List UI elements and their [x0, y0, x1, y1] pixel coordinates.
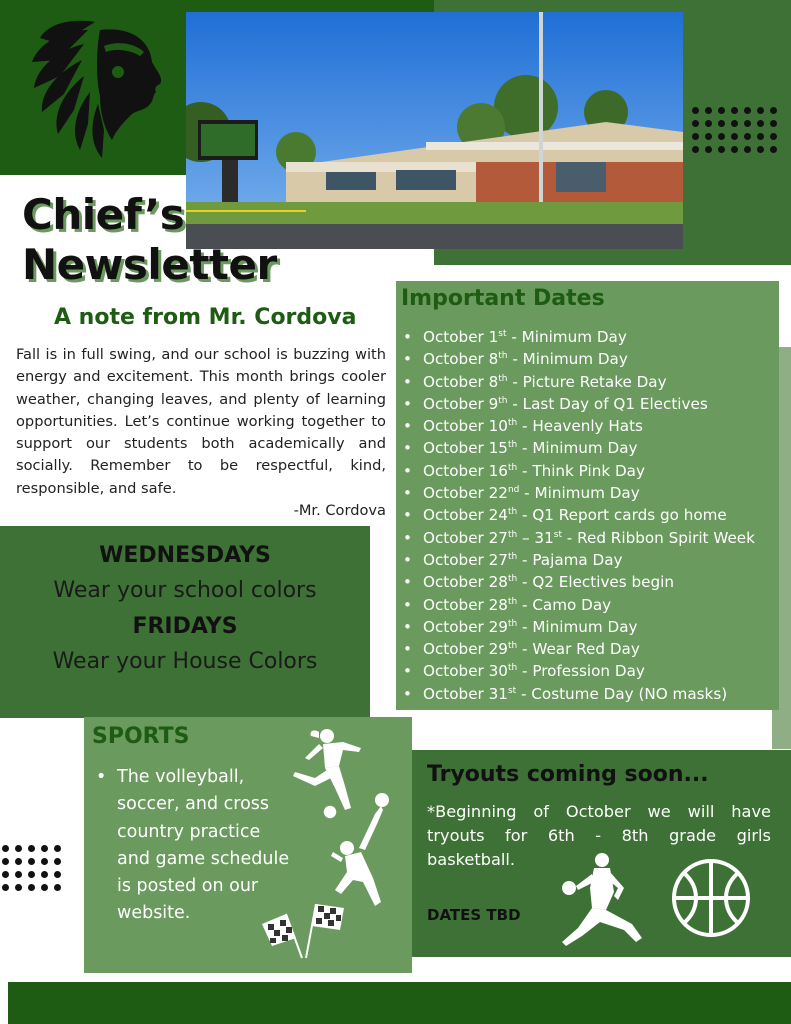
date-day: 30 [488, 662, 508, 681]
date-suffix: th [507, 529, 518, 540]
date-month: October [423, 595, 484, 614]
date-item: • October 8th - Minimum Day [403, 348, 775, 370]
sports-title: SPORTS [92, 724, 190, 749]
date-day: 15 [488, 439, 508, 458]
date-day: 16 [488, 461, 508, 480]
note-heading: A note from Mr. Cordova [54, 305, 357, 330]
date-month: October [423, 550, 484, 569]
date-item: • October 29th - Wear Red Day [403, 638, 775, 660]
decorative-dots [692, 107, 783, 159]
important-dates-title: Important Dates [401, 286, 605, 311]
note-body: Fall is in full swing, and our school is buzzing with energy and excitement. This month brings cooler weather, changing leaves, and plenty of learning opportunities. Let’s continue working together to support our students both academically and socially. Remember to be respectful, kind, responsible, and safe. [16, 346, 386, 497]
date-event: Minimum Day [522, 350, 628, 369]
date-event: Red Ribbon Spirit Week [577, 528, 755, 547]
date-day: 28 [488, 595, 508, 614]
basketball-player-silhouette [556, 852, 648, 948]
checkered-flags-icon [256, 900, 346, 960]
wednesdays-heading: WEDNESDAYS [99, 543, 271, 568]
date-item: • October 24th - Q1 Report cards go home [403, 504, 775, 526]
date-item: • October 16th - Think Pink Day [403, 460, 775, 482]
bottom-bar [8, 982, 791, 1024]
date-day: 28 [488, 573, 508, 592]
date-event: Q2 Electives begin [532, 573, 674, 592]
date-month: October [423, 662, 484, 681]
date-suffix: st [498, 328, 507, 339]
date-day: 8 [488, 372, 499, 391]
decorative-dots [2, 845, 67, 897]
fridays-heading: FRIDAYS [132, 614, 238, 639]
title-line-1: Chief’s [22, 190, 185, 239]
date-month: October [423, 461, 484, 480]
title-line-2: Newsletter [22, 240, 277, 289]
date-suffix: th [507, 440, 518, 451]
date-month: October [423, 439, 484, 458]
date-event: Minimum Day [521, 328, 627, 346]
fridays-text: Wear your House Colors [52, 649, 318, 674]
date-suffix: th [507, 641, 518, 652]
date-suffix: th [507, 663, 518, 674]
volleyball-player-silhouette [325, 790, 395, 910]
date-item: • October 31st - Costume Day (NO masks) [403, 683, 775, 705]
date-day: 29 [488, 617, 508, 636]
date-event: Pajama Day [532, 550, 623, 569]
date-suffix: th [498, 351, 508, 362]
newsletter-title [22, 190, 277, 290]
date-item: • October 27th - Pajama Day [403, 549, 775, 571]
date-day-end: 31 [534, 528, 554, 547]
date-item: • October 9th - Last Day of Q1 Electives [403, 393, 775, 415]
top-strip [186, 0, 434, 12]
date-month: October [423, 350, 484, 369]
date-suffix-end: st [553, 529, 562, 540]
date-suffix: th [507, 551, 518, 562]
date-suffix: nd [507, 485, 520, 496]
date-month: October [423, 394, 484, 413]
date-event: Costume Day (NO masks) [531, 684, 728, 703]
date-month: October [423, 617, 484, 636]
date-day: 9 [488, 394, 499, 413]
date-event: Minimum Day [534, 484, 640, 503]
date-event: Heavenly Hats [532, 417, 643, 436]
date-suffix: th [498, 373, 508, 384]
date-item: • October 28th - Camo Day [403, 594, 775, 616]
wednesdays-text: Wear your school colors [53, 578, 317, 603]
date-month: October [423, 372, 484, 391]
date-day: 8 [488, 350, 499, 369]
date-month: October [423, 328, 484, 346]
date-suffix: th [507, 462, 518, 473]
date-month: October [423, 506, 484, 525]
chief-head-logo [0, 0, 186, 175]
date-event: Last Day of Q1 Electives [522, 394, 708, 413]
tryouts-text: *Beginning of October we will have tryouts for 6th - 8th grade girls basketball. [427, 802, 771, 869]
logo-panel [0, 0, 186, 175]
date-month: October [423, 484, 484, 503]
date-event: Wear Red Day [532, 640, 640, 659]
date-day: 22 [488, 484, 508, 503]
date-suffix: th [507, 507, 518, 518]
date-suffix: th [507, 574, 518, 585]
date-month: October [423, 528, 484, 547]
date-day: 29 [488, 640, 508, 659]
date-day: 27 [488, 528, 508, 547]
sports-text: The volleyball, soccer, and cross country practice and game schedule is posted on our website. [117, 767, 290, 924]
date-item: • October 27th – 31st - Red Ribbon Spirit Week [403, 527, 775, 549]
date-event: Profession Day [532, 662, 645, 681]
date-month: October [423, 573, 484, 592]
date-event: Minimum Day [532, 439, 638, 458]
date-item: • October 30th - Profession Day [403, 660, 775, 682]
basketball-icon [670, 857, 752, 939]
date-suffix: th [507, 596, 518, 607]
date-month: October [423, 417, 484, 436]
tryouts-title: Tryouts coming soon... [427, 762, 709, 787]
important-dates-list [403, 326, 775, 705]
date-day: 10 [488, 417, 508, 436]
date-month: October [423, 684, 484, 703]
tryouts-dates: DATES TBD [427, 906, 521, 924]
date-suffix: th [507, 418, 518, 429]
bullet: • [96, 767, 107, 787]
date-day: 27 [488, 550, 508, 569]
date-event: Think Pink Day [532, 461, 645, 480]
date-item: • October 28th - Q2 Electives begin [403, 571, 775, 593]
date-event: Picture Retake Day [522, 372, 667, 391]
date-day: 1 [488, 328, 499, 346]
date-item: • October 1st - Minimum Day [403, 326, 775, 348]
date-suffix: st [507, 685, 517, 696]
date-month: October [423, 640, 484, 659]
date-item: • October 10th - Heavenly Hats [403, 415, 775, 437]
date-item: • October 22nd - Minimum Day [403, 482, 775, 504]
dress-code-content [0, 538, 370, 680]
note-signature: -Mr. Cordova [293, 502, 386, 519]
date-event: Minimum Day [532, 617, 638, 636]
date-item: • October 15th - Minimum Day [403, 437, 775, 459]
date-day: 31 [488, 684, 508, 703]
date-item: • October 8th - Picture Retake Day [403, 371, 775, 393]
date-event: Q1 Report cards go home [532, 506, 727, 525]
date-item: • October 29th - Minimum Day [403, 616, 775, 638]
date-suffix: th [507, 618, 518, 629]
date-suffix: th [498, 395, 508, 406]
date-day: 24 [488, 506, 508, 525]
date-event: Camo Day [532, 595, 612, 614]
